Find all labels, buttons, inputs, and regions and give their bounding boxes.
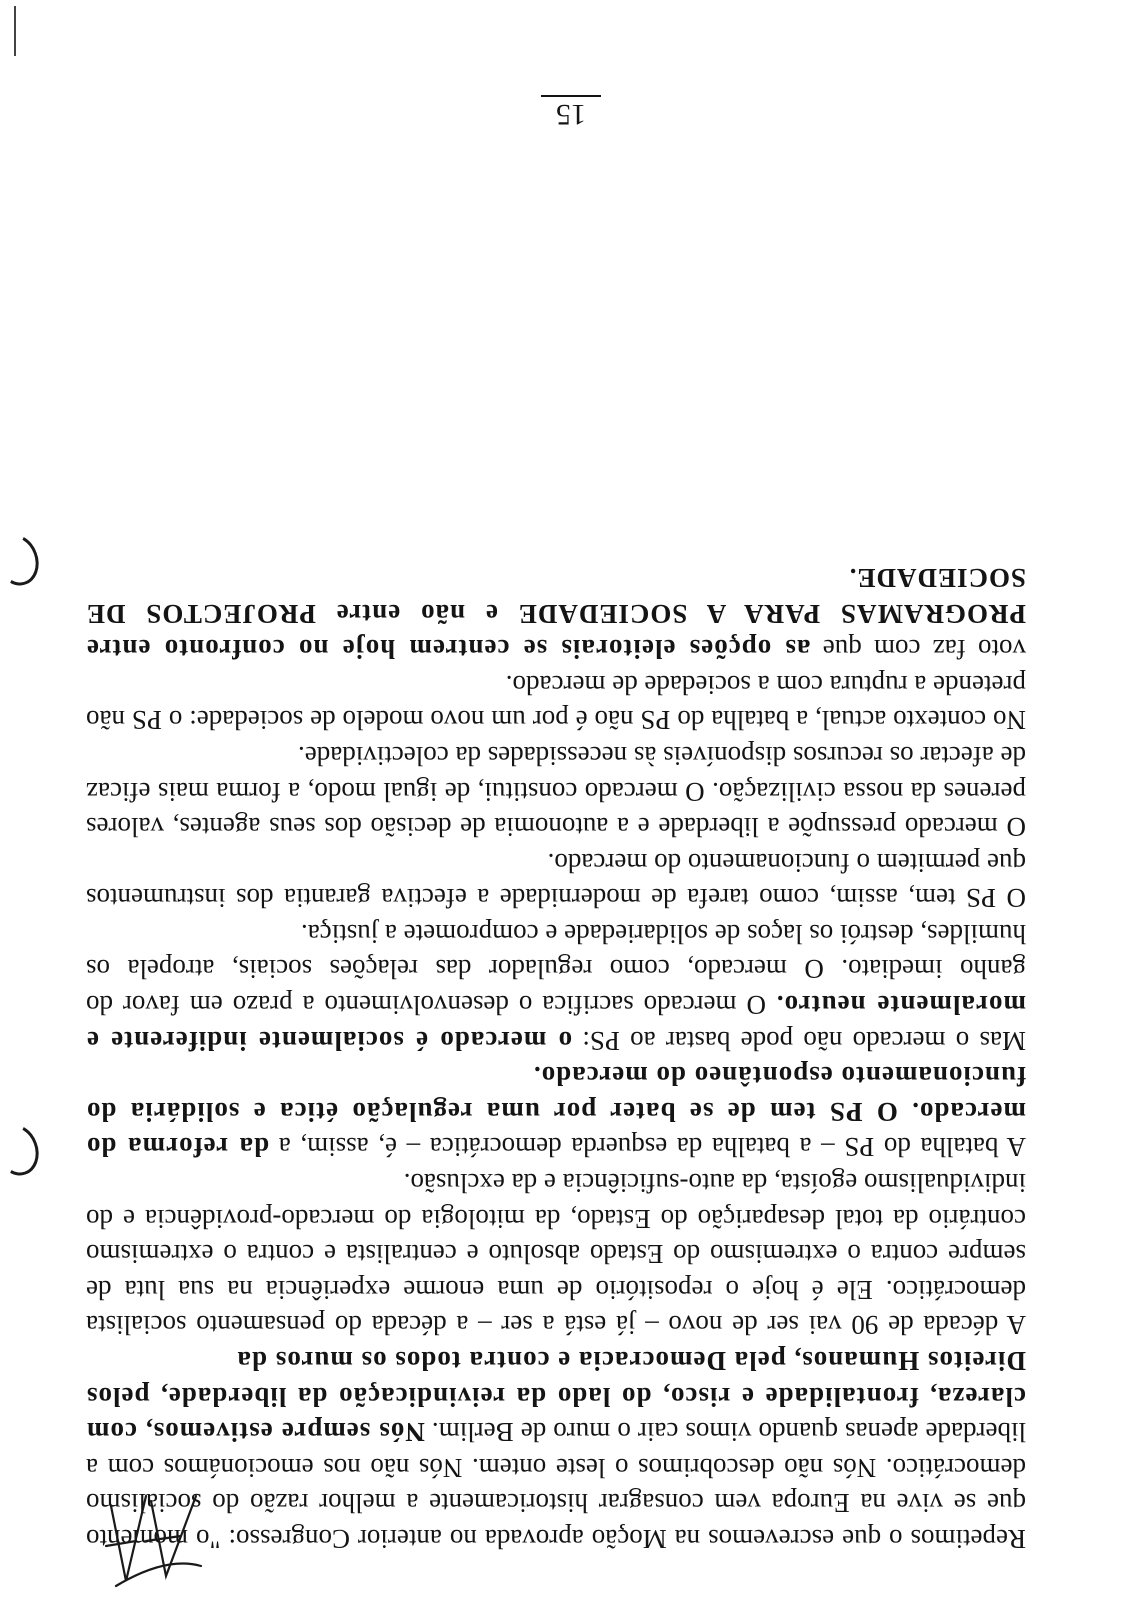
paragraph-4-text-end: O mercado sacrifica o desenvolvimento a prazo em favor do ganho imediato. O mercado, como regulador das relações sociais, atropela os humildes, destrói os laços de solidariedade e compromete a justiça. bbox=[85, 918, 1026, 1021]
paragraph-4-bold: o mercado é socialmente indiferente e moralmente neutro. bbox=[86, 990, 1026, 1056]
paragraph-7-text: No contexto actual, a batalha do PS não é por um novo modelo de sociedade: o PS não pretende a ruptura com a sociedade de mercado. bbox=[86, 669, 1026, 736]
paragraph-8-text: voto faz com que bbox=[810, 634, 1026, 665]
paragraph-3-bold: da reforma do mercado. O PS tem de se bater por uma regulação ética e solidária do funcionamento espontâneo do mercado. bbox=[86, 1061, 1026, 1163]
paragraph-2 bbox=[86, 1164, 1026, 1342]
paragraph-3 bbox=[86, 1058, 1026, 1165]
paragraph-7 bbox=[86, 666, 1026, 737]
paragraph-6-text: O mercado pressupõe a liberdade e a autonomia de decisão dos seus agentes, valores perenes da nossa civilização. O mercado constitui, de igual modo, a forma mais eficaz de afectar os recursos disponíveis às necessidades da colectividade. bbox=[86, 740, 1026, 843]
paragraph-8 bbox=[86, 559, 1026, 666]
paragraph-4 bbox=[86, 915, 1026, 1057]
paragraph-1-text: Repetimos o que escrevemos na Moção aprovada no anterior Congresso: "o momento que se vive na Europa vem consagrar historicamente a melhor razão do socialismo democrático. Nós não descobrimos o leste ontem. Nós não nos emocionámos com a liberdade apenas quando vimos cair o muro de Berlim. bbox=[86, 1417, 1026, 1554]
paragraph-8-bold: as opções eleitorais se centrem hoje no confronto entre PROGRAMAS PARA A SOCIEDADE e não entre PROJECTOS DE SOCIEDADE. bbox=[86, 562, 1026, 665]
signature-initials bbox=[96, 1486, 206, 1596]
scan-edge-line bbox=[14, 6, 16, 56]
binder-hole-mark bbox=[0, 1118, 46, 1181]
paragraph-1 bbox=[86, 1342, 1026, 1556]
page-number: 15 bbox=[541, 95, 601, 131]
paragraph-2-text: A década de 90 vai ser de novo – já está a ser – a década do pensamento socialista democrático. Ele é hoje o repositório de uma enorme experiência na sua luta de sempre contra o extremismo do Estado absoluto e centralista e contra o extremismo contrário da total desaparição do Estado, da mitologia do mercado-providência e do individualismo egoísta, da auto-suficiência e da exclusão. bbox=[86, 1168, 1026, 1341]
document-body bbox=[86, 559, 1026, 1556]
paragraph-5 bbox=[86, 844, 1026, 915]
paragraph-6 bbox=[86, 737, 1026, 844]
paragraph-1-bold: Nós sempre estivemos, com clareza, frontalidade e risco, do lado da reivindicação da liberdade, pelos Direitos Humanos, pela Democracia e contra todos os muros da bbox=[86, 1346, 1026, 1448]
paragraph-3-text: A batalha do PS – a batalha da esquerda democrática – é, assim, a bbox=[269, 1132, 1026, 1163]
paragraph-4-text: Mas o mercado não pode bastar ao PS: bbox=[572, 1025, 1026, 1056]
binder-hole-mark bbox=[0, 528, 46, 591]
paragraph-5-text: O PS tem, assim, como tarefa de modernidade a efectiva garantia dos instrumentos que permitem o funcionamento do mercado. bbox=[86, 847, 1026, 914]
